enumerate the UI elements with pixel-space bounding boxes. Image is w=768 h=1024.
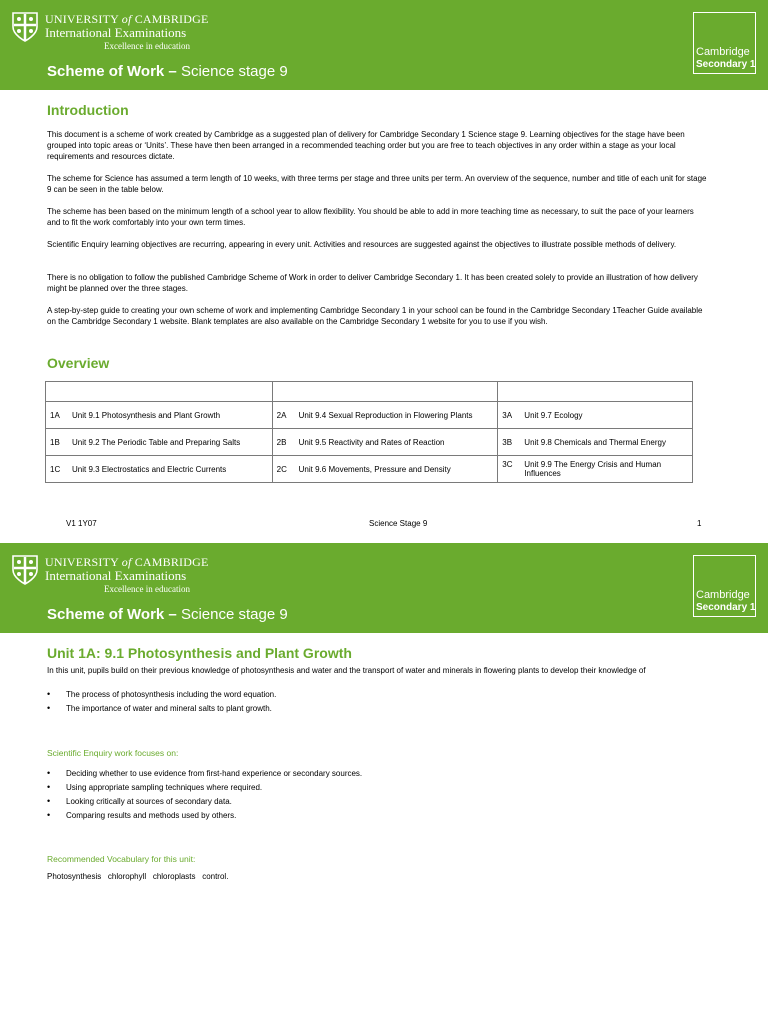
table-row [46,402,693,429]
footer-version: V1 1Y07 [66,519,97,528]
table-cell: 3A Unit 9.7 Ecology [498,402,693,429]
shield-icon [12,12,38,42]
cambridge-logo [12,553,209,595]
tagline: Excellence in education [104,41,190,51]
footer-subject: Science Stage 9 [369,519,428,528]
unit-intro: In this unit, pupils build on their previous knowledge of photosynthesis and water and the transport of water and minerals in flowering plants to develop their knowledge of [47,666,646,675]
enquiry-bullet-list [47,768,362,824]
table-row [46,429,693,456]
table-header-row [46,382,693,402]
table-cell: 1C Unit 9.3 Electrostatics and Electric Currents [46,456,273,483]
unit-bullet-list [47,689,276,717]
shield-icon [12,555,38,585]
intro-paragraph: The scheme for Science has assumed a term length of 10 weeks, with three terms per stage and three units per term. An overview of the sequence, number and title of each unit for stage 9 can be seen in the table below. [47,174,707,194]
university-name: UNIVERSITY of CAMBRIDGE [45,555,209,569]
table-cell: 2C Unit 9.6 Movements, Pressure and Density [272,456,498,483]
intro-paragraph: The scheme has been based on the minimum length of a school year to allow flexibility. You should be able to add in more teaching time as necessary, to suit the pace of your learners and to fit the work comfortably into your own term times. [47,207,694,227]
intro-paragraph: There is no obligation to follow the published Cambridge Scheme of Work in order to deliver Cambridge Secondary 1. It has been created solely to provide an illustration of how delivery might be planned over the three stages. [47,273,698,293]
table-cell: 3C Unit 9.9 The Energy Crisis and Human Influences [498,456,693,483]
list-item: • Deciding whether to use evidence from first-hand experience or secondary sources. [47,768,362,782]
page-2 [0,543,768,1024]
overview-heading: Overview [47,355,110,371]
table-cell: 1B Unit 9.2 The Periodic Table and Preparing Salts [46,429,273,456]
page-separator [0,528,768,543]
list-item: • Using appropriate sampling techniques where required. [47,782,362,796]
list-item: • The process of photosynthesis including the word equation. [47,689,276,703]
vocabulary-list: Photosynthesis chlorophyll chloroplasts control. [47,872,229,881]
list-item: • Looking critically at sources of secondary data. [47,796,362,810]
table-cell: 1A Unit 9.1 Photosynthesis and Plant Growth [46,402,273,429]
cambridge-logo [12,10,209,52]
table-cell: 3B Unit 9.8 Chemicals and Thermal Energy [498,429,693,456]
page-header [0,0,768,90]
intro-paragraph: This document is a scheme of work created by Cambridge as a suggested plan of delivery for Cambridge Secondary 1 Science stage 9. Learning objectives for the stage have been grouped into topic areas or ‘Units’. These have then been arranged in a recommended teaching order but you are free to teach objectives in any order within a stage as your local requirements and resources dictate. [47,130,685,161]
vocabulary-heading: Recommended Vocabulary for this unit: [47,854,196,864]
page-title: Scheme of Work – Science stage 9 [47,606,288,623]
unit-heading: Unit 1A: 9.1 Photosynthesis and Plant Growth [47,645,352,661]
table-cell: 2B Unit 9.5 Reactivity and Rates of Reaction [272,429,498,456]
enquiry-heading: Scientific Enquiry work focuses on: [47,748,179,758]
overview-table [45,381,693,483]
international-examinations: International Examinations [45,568,187,583]
footer-page-number: 1 [697,519,702,528]
tagline: Excellence in education [104,584,190,594]
introduction-heading: Introduction [47,102,129,118]
intro-paragraph: Scientific Enquiry learning objectives are recurring, appearing in every unit. Activities and resources are suggested against the objectives to illustrate possible methods of delivery. [47,240,677,249]
international-examinations: International Examinations [45,25,187,40]
table-row [46,456,693,483]
list-item: • Comparing results and methods used by others. [47,810,362,824]
list-item: • The importance of water and mineral salts to plant growth. [47,703,276,717]
page-header [0,543,768,633]
cambridge-secondary-badge: Cambridge Secondary 1 [693,12,756,74]
table-cell: 2A Unit 9.4 Sexual Reproduction in Flowering Plants [272,402,498,429]
page-title: Scheme of Work – Science stage 9 [47,63,288,80]
university-name: UNIVERSITY of CAMBRIDGE [45,12,209,26]
cambridge-secondary-badge: Cambridge Secondary 1 [693,555,756,617]
intro-paragraph: A step-by-step guide to creating your own scheme of work and implementing Cambridge Secondary 1 in your school can be found in the Cambridge Secondary 1Teacher Guide available on the Cambridge Secondary 1 website. Blank templates are also available on the Cambridge Secondary 1 website for you to use if you wish. [47,306,703,326]
